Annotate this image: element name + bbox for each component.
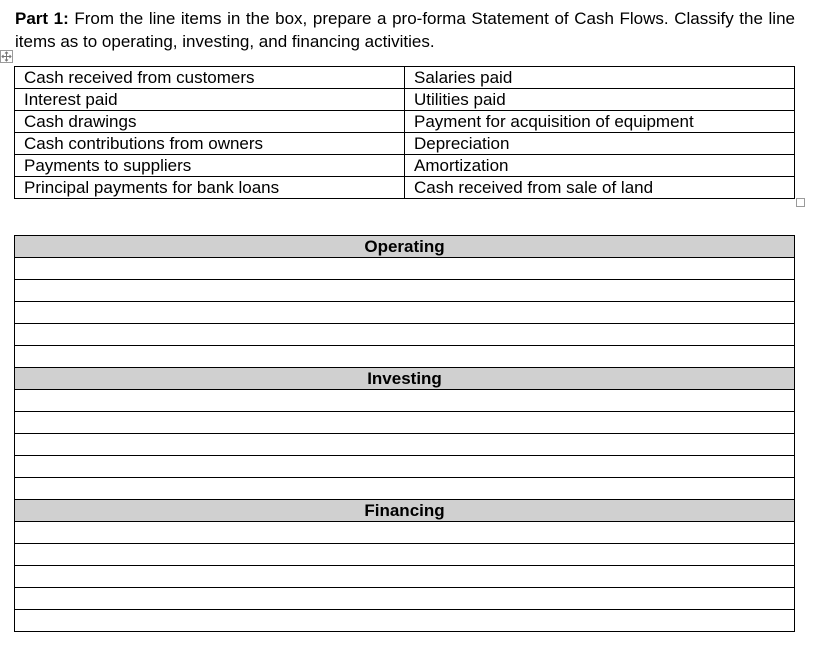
blank-entry-cell[interactable] [15,412,795,434]
blank-entry-cell[interactable] [15,390,795,412]
cash-flow-statement-table [14,235,795,632]
line-item-cell: Principal payments for bank loans [15,177,405,199]
blank-entry-row [15,456,795,478]
line-item-cell: Salaries paid [405,67,795,89]
blank-entry-cell[interactable] [15,566,795,588]
line-item-cell: Interest paid [15,89,405,111]
line-items-row [15,177,795,199]
blank-entry-row [15,258,795,280]
blank-entry-cell[interactable] [15,346,795,368]
line-item-cell: Cash received from customers [15,67,405,89]
blank-entry-cell[interactable] [15,258,795,280]
move-arrows-icon [1,51,12,62]
section-title-investing: Investing [15,368,795,390]
blank-entry-row [15,610,795,632]
section-title-operating: Operating [15,236,795,258]
blank-entry-cell[interactable] [15,478,795,500]
line-items-row [15,111,795,133]
blank-entry-cell[interactable] [15,522,795,544]
line-items-row [15,133,795,155]
line-item-cell: Cash drawings [15,111,405,133]
line-item-cell: Cash contributions from owners [15,133,405,155]
section-header-row [15,236,795,258]
blank-entry-row [15,302,795,324]
blank-entry-cell[interactable] [15,544,795,566]
line-items-row [15,89,795,111]
line-item-cell: Cash received from sale of land [405,177,795,199]
line-item-cell: Depreciation [405,133,795,155]
resize-square-icon[interactable] [796,198,805,207]
blank-entry-row [15,280,795,302]
blank-entry-cell[interactable] [15,324,795,346]
section-header-row [15,500,795,522]
blank-entry-row [15,522,795,544]
section-header-row [15,368,795,390]
line-item-cell: Payment for acquisition of equipment [405,111,795,133]
blank-entry-row [15,390,795,412]
line-items-table [14,66,795,199]
blank-entry-row [15,566,795,588]
line-item-cell: Amortization [405,155,795,177]
instructions-text: From the line items in the box, prepare a pro-forma Statement of Cash Flows. Classify the line items as to operating, investing, and financing activities. [15,9,795,51]
blank-entry-cell[interactable] [15,588,795,610]
blank-entry-row [15,434,795,456]
section-title-financing: Financing [15,500,795,522]
blank-entry-row [15,588,795,610]
table-move-handle[interactable] [0,50,13,63]
instructions-paragraph [15,7,795,53]
blank-entry-row [15,478,795,500]
line-items-row [15,67,795,89]
blank-entry-row [15,544,795,566]
part-label: Part 1: [15,9,69,28]
blank-entry-cell[interactable] [15,302,795,324]
blank-entry-cell[interactable] [15,456,795,478]
blank-entry-cell[interactable] [15,610,795,632]
line-items-row [15,155,795,177]
blank-entry-row [15,324,795,346]
line-item-cell: Payments to suppliers [15,155,405,177]
blank-entry-cell[interactable] [15,280,795,302]
blank-entry-cell[interactable] [15,434,795,456]
line-item-cell: Utilities paid [405,89,795,111]
blank-entry-row [15,412,795,434]
blank-entry-row [15,346,795,368]
